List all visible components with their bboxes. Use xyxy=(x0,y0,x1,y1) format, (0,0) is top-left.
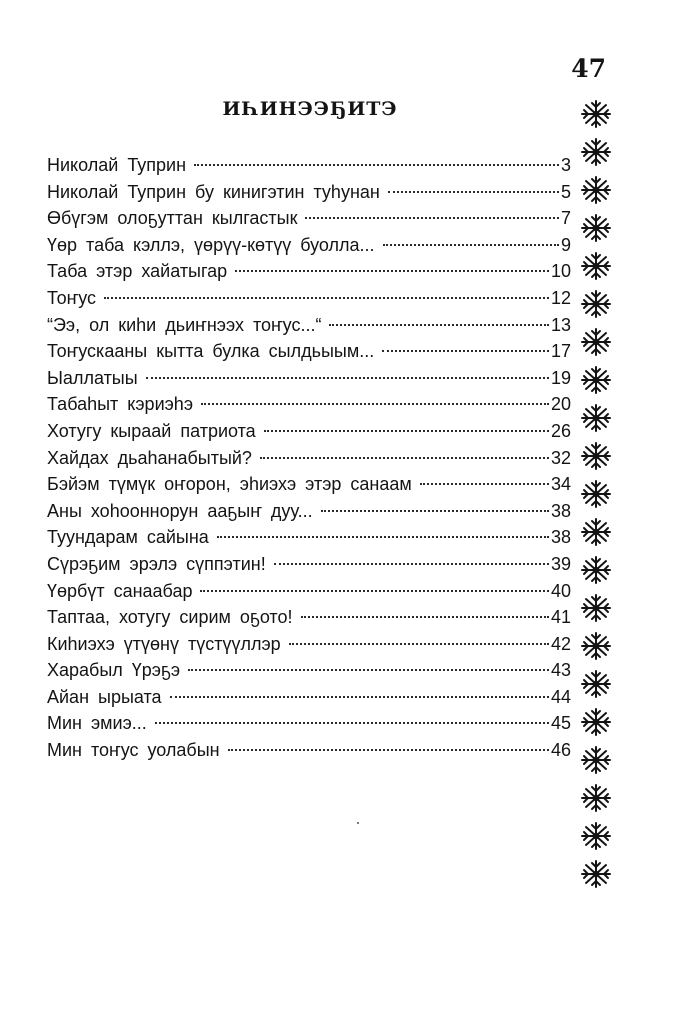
dot-leader xyxy=(235,270,549,272)
toc-entry-title: Өбүгэм олоҕуттан кылгастык xyxy=(47,208,298,229)
toc-entry-page: 43 xyxy=(550,660,571,681)
dot-leader xyxy=(388,191,559,193)
snowflake-ornament-icon xyxy=(578,214,614,242)
toc-entry xyxy=(47,445,571,472)
toc-entry-title: Үөрбүт санаабар xyxy=(47,580,193,601)
snowflake-ornament-icon xyxy=(578,746,614,774)
toc-entry xyxy=(47,312,571,339)
snowflake-ornament-icon xyxy=(578,556,614,584)
toc-entry xyxy=(47,524,571,551)
toc-entry-title: Киһиэхэ үтүөнү түстүүллэр xyxy=(47,633,281,654)
toc-entry-title: Айан ырыата xyxy=(47,686,162,707)
dot-leader xyxy=(217,536,549,538)
toc-entry-title: Хайдах дьаһанабытый? xyxy=(47,447,252,468)
print-speck xyxy=(357,822,359,824)
toc-entry-title: Харабыл Үрэҕэ xyxy=(47,660,181,681)
snowflake-ornament-icon xyxy=(578,632,614,660)
dot-leader xyxy=(228,749,549,751)
toc-entry-title: Ыаллатыы xyxy=(47,367,138,388)
toc-entry xyxy=(47,578,571,605)
toc-entry-title: Николай Туприн xyxy=(47,155,187,175)
dot-leader xyxy=(194,164,559,166)
dot-leader xyxy=(305,217,559,219)
snowflake-ornament-icon xyxy=(578,594,614,622)
toc-entry xyxy=(47,179,571,206)
dot-leader xyxy=(301,616,549,618)
snowflake-ornament-icon xyxy=(578,480,614,508)
toc-entry xyxy=(47,418,571,445)
toc-entry xyxy=(47,551,571,578)
snowflake-ornament-icon xyxy=(578,138,614,166)
toc-entry-page: 7 xyxy=(560,208,571,229)
dot-leader xyxy=(201,403,549,405)
snowflake-ornament-icon xyxy=(578,784,614,812)
dot-leader xyxy=(329,324,549,326)
toc-entry-page: 39 xyxy=(550,553,571,574)
toc-entry xyxy=(47,285,571,312)
dot-leader xyxy=(383,244,559,246)
toc-entry-title: Аны хоһооннорун ааҕыҥ дуу... xyxy=(47,500,313,521)
toc-entry xyxy=(47,258,571,285)
snowflake-ornament-icon xyxy=(578,252,614,280)
toc-entry xyxy=(47,657,571,684)
toc-entry-title: Тоҥускааны кытта булка сылдьыым... xyxy=(47,341,375,362)
dot-leader xyxy=(146,377,549,379)
toc-entry-page: 44 xyxy=(550,686,571,707)
snowflake-ornament-icon xyxy=(578,100,614,128)
toc-entry xyxy=(47,205,571,232)
snowflake-ornament-icon xyxy=(578,176,614,204)
toc-entry xyxy=(47,604,571,631)
toc-entry-page: 34 xyxy=(550,474,571,495)
toc-entry xyxy=(47,684,571,711)
toc-entry-title: Сүрэҕим эрэлэ сүппэтин! xyxy=(47,553,266,574)
toc-entry xyxy=(47,471,571,498)
snowflake-ornament-icon xyxy=(578,822,614,850)
snowflake-ornament-icon xyxy=(578,366,614,394)
toc-entry-title: Хотугу кыраай патриота xyxy=(47,420,256,441)
toc-entry-page: 45 xyxy=(550,713,571,734)
toc-entry-page: 32 xyxy=(550,447,571,468)
toc-entry-title: “Ээ, ол киһи дьиҥнээх тоҥус...“ xyxy=(47,314,322,335)
toc-entry-page: 38 xyxy=(550,500,571,521)
toc-entry-title: Мин тоҥус уолабын xyxy=(47,740,220,761)
dot-leader xyxy=(188,669,549,671)
toc-entry-title: Николай Туприн бу кинигэтин туһунан xyxy=(47,181,380,202)
dot-leader xyxy=(170,696,549,698)
toc-entry-page: 40 xyxy=(550,580,571,601)
toc-entry-page: 41 xyxy=(550,607,571,628)
toc-entry-page: 19 xyxy=(550,367,571,388)
toc-entry xyxy=(47,391,571,418)
toc-entry-page: 9 xyxy=(560,234,571,255)
toc-entry-title: Мин эмиэ... xyxy=(47,713,147,734)
toc-entry xyxy=(47,232,571,259)
dot-leader xyxy=(260,457,549,459)
toc-entry-title: Туундарам сайына xyxy=(47,527,209,548)
snowflake-ornament-icon xyxy=(578,670,614,698)
dot-leader xyxy=(420,483,549,485)
dot-leader xyxy=(289,643,549,645)
toc-entry-title: Тоҥус xyxy=(47,287,97,308)
toc-entry-page: 38 xyxy=(550,527,571,548)
snowflake-ornament-icon xyxy=(578,860,614,888)
dot-leader xyxy=(104,297,549,299)
toc-entry-page: 13 xyxy=(550,314,571,335)
toc-entry-page: 26 xyxy=(550,420,571,441)
dot-leader xyxy=(200,590,548,592)
page-number: 47 xyxy=(571,54,606,83)
dot-leader xyxy=(382,350,549,352)
toc-entry xyxy=(47,365,571,392)
snowflake-ornament-icon xyxy=(578,518,614,546)
toc-entry-page: 5 xyxy=(560,181,571,202)
toc-entry xyxy=(47,338,571,365)
snowflake-ornament-icon xyxy=(578,404,614,432)
snowflake-ornament-icon xyxy=(578,708,614,736)
toc-entry xyxy=(47,152,571,179)
snowflake-ornament-icon xyxy=(578,328,614,356)
toc-entry-page: 42 xyxy=(550,633,571,654)
toc-entry xyxy=(47,737,571,764)
dot-leader xyxy=(155,722,549,724)
dot-leader xyxy=(264,430,549,432)
toc-entry xyxy=(47,631,571,658)
toc-entry-title: Таптаа, хотугу сирим оҕото! xyxy=(47,607,293,628)
ornament-border xyxy=(578,100,614,898)
dot-leader xyxy=(321,510,549,512)
toc-entry-title: Таба этэр хайатыгар xyxy=(47,261,228,282)
dot-leader xyxy=(274,563,549,565)
toc-entry-title: Үөр таба кэллэ, үөрүү-көтүү буолла... xyxy=(47,234,375,255)
toc-entry-page: 17 xyxy=(550,341,571,362)
toc-title: ИҺИНЭЭҔИТЭ xyxy=(222,98,398,120)
toc-entry-page: 3 xyxy=(560,155,571,175)
toc-entry-page: 46 xyxy=(550,740,571,761)
toc-entry-page: 12 xyxy=(550,287,571,308)
toc-entry xyxy=(47,498,571,525)
toc-entry xyxy=(47,710,571,737)
toc-entry-title: Бэйэм түмүк оҥорон, эһиэхэ этэр санаам xyxy=(47,474,412,495)
snowflake-ornament-icon xyxy=(578,442,614,470)
toc-entry-title: Табаһыт кэриэһэ xyxy=(47,394,194,415)
toc-entry-page: 10 xyxy=(550,261,571,282)
toc-list xyxy=(47,152,571,764)
toc-entry-page: 20 xyxy=(550,394,571,415)
snowflake-ornament-icon xyxy=(578,290,614,318)
